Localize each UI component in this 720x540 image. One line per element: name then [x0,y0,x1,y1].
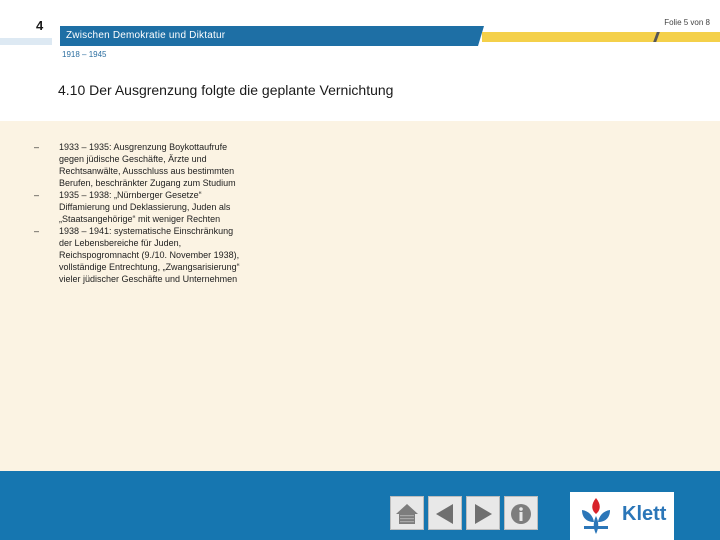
forward-button[interactable] [466,496,500,530]
forward-icon [470,501,496,527]
page-indicator: Folie 5 von 8 [664,18,710,27]
list-item [34,225,244,285]
klett-logo-icon [572,492,620,540]
period-label: 1918 – 1945 [62,50,107,59]
header-left-strip [0,38,52,45]
list-item [34,141,244,189]
info-button[interactable] [504,496,538,530]
info-icon [508,501,534,527]
chapter-title: Zwischen Demokratie und Diktatur [66,30,226,41]
list-bullet: – [34,142,40,152]
home-icon [394,501,420,527]
list-item-text: 1935 – 1938: „Nürnberger Gesetze“ Diffamierung und Deklassierung, Juden als „Staatsangehörige“ mit weniger Rechten [59,190,231,224]
slide-title: 4.10 Der Ausgrenzung folgte die geplante Vernichtung [58,82,394,98]
publisher-logo [570,492,674,540]
back-icon [432,501,458,527]
list-item-text: 1933 – 1935: Ausgrenzung Boykottaufrufe gegen jüdische Geschäfte, Ärzte und Rechtsanwälte, Ausschluss aus bestimmten Berufen, beschränkter Zugang zum Studium [59,142,236,188]
chapter-number: 4 [36,18,44,33]
logo-text: Klett [622,503,667,525]
list-bullet: – [34,190,40,200]
header-accent-bar [482,32,720,42]
list-item [34,189,244,225]
header-bar [60,26,478,46]
home-button[interactable] [390,496,424,530]
back-button[interactable] [428,496,462,530]
list-item-text: 1938 – 1941: systematische Einschränkung der Lebensbereiche für Juden, Reichspogromnacht (9./10. November 1938), vollständige Entrechtung, „Zwangsarisierung“ vieler jüdischer Geschäfte und Unternehmen [59,226,240,284]
content-list [34,141,244,285]
list-bullet: – [34,226,40,236]
